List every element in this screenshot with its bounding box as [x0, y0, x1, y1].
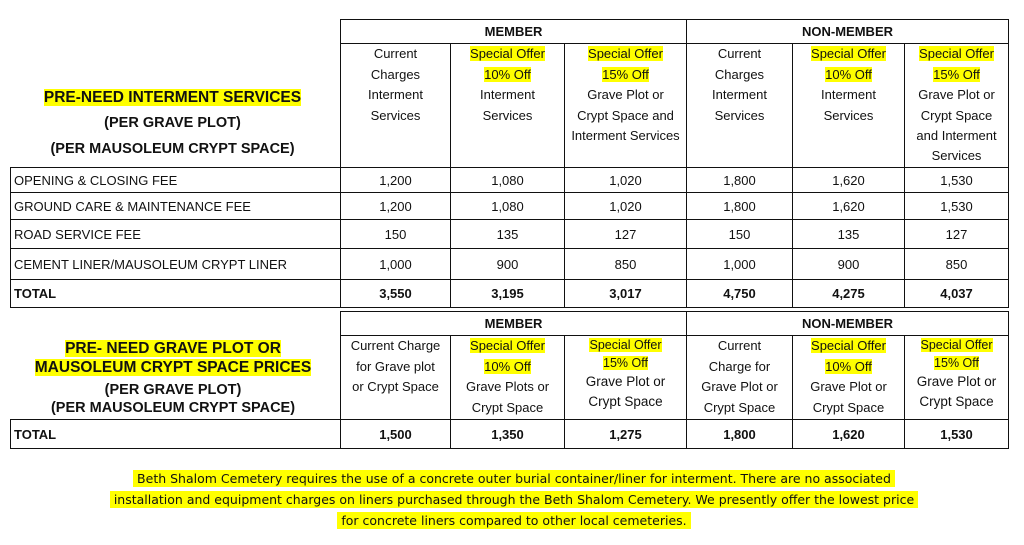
blank-corner [11, 312, 341, 336]
col-nonmember-offer-15: Special Offer 15% Off Grave Plot or Crypt Space and Interment Services [905, 44, 1009, 168]
col-member-offer-15: Special Offer 15% Off Grave Plot or Crypt Space [565, 336, 687, 420]
total-value: 4,275 [793, 280, 905, 308]
cell-value: 1,800 [687, 193, 793, 220]
cell-value: 1,530 [905, 193, 1009, 220]
total-value: 1,530 [905, 420, 1009, 449]
total-value: 3,195 [451, 280, 565, 308]
total-row [11, 280, 1009, 308]
cell-value: 900 [793, 249, 905, 280]
row-label: CEMENT LINER/MAUSOLEUM CRYPT LINER [11, 249, 341, 280]
total-value: 3,550 [341, 280, 451, 308]
cell-value: 1,080 [451, 193, 565, 220]
table-row [11, 249, 1009, 280]
cell-value: 1,000 [341, 249, 451, 280]
cell-value: 1,200 [341, 168, 451, 193]
table-row [11, 220, 1009, 249]
cell-value: 1,200 [341, 193, 451, 220]
col-nonmember-offer-10: Special Offer 10% Off Grave Plot or Crypt Space [793, 336, 905, 420]
section2-subtitle-grave: (PER GRAVE PLOT) [104, 382, 242, 398]
cell-value: 850 [905, 249, 1009, 280]
row-label: OPENING & CLOSING FEE [11, 168, 341, 193]
note-line-3: for concrete liners compared to other local cemeteries. [337, 512, 690, 529]
row-label: ROAD SERVICE FEE [11, 220, 341, 249]
cell-value: 150 [341, 220, 451, 249]
member-group-header: MEMBER [341, 312, 687, 336]
total-value: 1,350 [451, 420, 565, 449]
blank-corner [11, 20, 341, 44]
total-value: 3,017 [565, 280, 687, 308]
cell-value: 127 [565, 220, 687, 249]
interment-services-table [10, 19, 1009, 308]
section2-subtitle-crypt: (PER MAUSOLEUM CRYPT SPACE) [50, 400, 296, 416]
col-member-offer-10: Special Offer 10% Off Grave Plots or Crypt Space [451, 336, 565, 420]
cell-value: 135 [793, 220, 905, 249]
cell-value: 850 [565, 249, 687, 280]
total-row [11, 420, 1009, 449]
total-value: 1,800 [687, 420, 793, 449]
total-value: 4,037 [905, 280, 1009, 308]
total-value: 1,275 [565, 420, 687, 449]
col-nonmember-current: Current Charges Interment Services [687, 44, 793, 168]
grave-plot-prices-table [10, 311, 1009, 449]
cell-value: 1,080 [451, 168, 565, 193]
col-member-current: Current Charge for Grave plot or Crypt Space [341, 336, 451, 420]
cell-value: 1,000 [687, 249, 793, 280]
col-member-offer-10: Special Offer 10% Off Interment Services [451, 44, 565, 168]
section1-title: PRE-NEED INTERMENT SERVICES [43, 89, 302, 106]
col-member-current: Current Charges Interment Services [341, 44, 451, 168]
section1-subtitle-grave: (PER GRAVE PLOT) [104, 115, 241, 131]
total-value: 1,620 [793, 420, 905, 449]
col-nonmember-current: Current Charge for Grave Plot or Crypt Space [687, 336, 793, 420]
liner-requirement-note [20, 468, 1008, 531]
col-nonmember-offer-10: Special Offer 10% Off Interment Services [793, 44, 905, 168]
col-nonmember-offer-15: Special Offer 15% Off Grave Plot or Crypt Space [905, 336, 1009, 420]
cell-value: 150 [687, 220, 793, 249]
nonmember-group-header: NON-MEMBER [687, 20, 1009, 44]
note-line-2: installation and equipment charges on liners purchased through the Beth Shalom Cemetery. We presently offer the lowest price [110, 491, 918, 508]
cell-value: 1,530 [905, 168, 1009, 193]
cell-value: 1,800 [687, 168, 793, 193]
total-value: 1,500 [341, 420, 451, 449]
table-row [11, 193, 1009, 220]
cell-value: 127 [905, 220, 1009, 249]
header-label-cell [11, 336, 341, 420]
total-value: 4,750 [687, 280, 793, 308]
cell-value: 1,020 [565, 168, 687, 193]
note-line-1: Beth Shalom Cemetery requires the use of a concrete outer burial container/liner for interment. There are no associated [133, 470, 895, 487]
cell-value: 1,620 [793, 193, 905, 220]
cell-value: 1,020 [565, 193, 687, 220]
table-row [11, 168, 1009, 193]
nonmember-group-header: NON-MEMBER [687, 312, 1009, 336]
section2-title-line1: PRE- NEED GRAVE PLOT OR [65, 340, 281, 357]
cell-value: 1,620 [793, 168, 905, 193]
col-member-offer-15: Special Offer 15% Off Grave Plot or Crypt Space and Interment Services [565, 44, 687, 168]
cell-value: 135 [451, 220, 565, 249]
header-label-cell [11, 44, 341, 168]
total-label: TOTAL [11, 280, 341, 308]
total-label: TOTAL [11, 420, 341, 449]
member-group-header: MEMBER [341, 20, 687, 44]
row-label: GROUND CARE & MAINTENANCE FEE [11, 193, 341, 220]
cell-value: 900 [451, 249, 565, 280]
section2-title-line2: MAUSOLEUM CRYPT SPACE PRICES [34, 359, 312, 376]
section1-subtitle-crypt: (PER MAUSOLEUM CRYPT SPACE) [50, 141, 295, 157]
